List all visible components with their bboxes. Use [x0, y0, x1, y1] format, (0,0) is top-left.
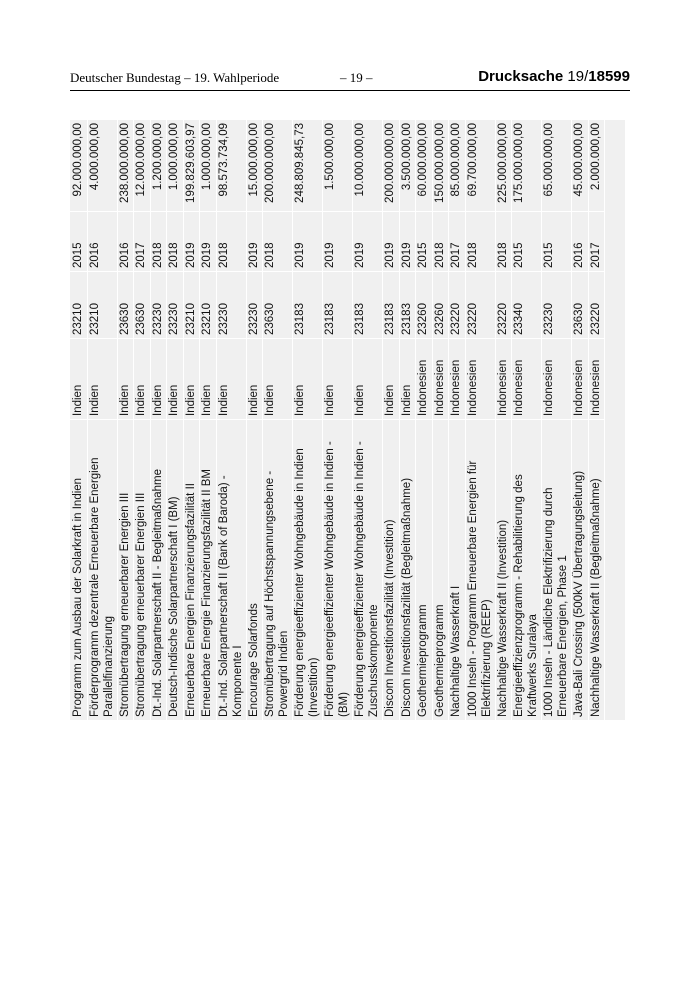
table-row [511, 120, 542, 720]
country-cell: Indien [382, 339, 399, 420]
sector-code-cell: 23230 [166, 272, 183, 339]
table-row [352, 120, 383, 720]
country-cell: Indien [246, 339, 263, 420]
header-publication: Deutscher Bundestag – 19. Wahlperiode [70, 70, 280, 85]
project-description-cell: 1000 Inseln - Ländliche Elektrifizierung durch Erneuerbare Energien, Phase 1 [543, 487, 569, 717]
amount-cell: 199.829.603,97 [183, 120, 200, 212]
year-cell: 2018 [216, 212, 246, 272]
project-description-cell: Discom Investitionsfazilität (Begleitmaßnahme) [400, 477, 413, 717]
table-row [183, 120, 201, 720]
sector-code-cell: 23630 [262, 272, 292, 339]
year-cell: 2018 [262, 212, 292, 272]
sector-code-cell: 23630 [571, 272, 588, 339]
amount-cell: 98.573.734,09 [216, 120, 246, 212]
table-row [199, 120, 217, 720]
project-description-cell: Stromübertragung erneuerbarer Energien III [118, 492, 131, 717]
country-cell: Indonesien [588, 339, 605, 420]
sector-code-cell: 23183 [399, 272, 416, 339]
funding-table-container [70, 120, 625, 720]
year-cell: 2019 [246, 212, 263, 272]
year-cell: 2019 [352, 212, 382, 272]
project-description-cell: Stromübertragung auf Höchstspannungsebene - Powergrid Indien [264, 470, 290, 717]
country-cell: Indonesien [415, 339, 432, 420]
table-row [117, 120, 135, 720]
year-cell: 2018 [432, 212, 449, 272]
country-cell: Indonesien [432, 339, 449, 420]
project-description-cell: Nachhaltige Wasserkraft II (Begleitmaßnahme) [589, 478, 602, 717]
sector-code-cell: 23220 [448, 272, 465, 339]
table-row [262, 120, 293, 720]
country-cell: Indien [150, 339, 167, 420]
country-cell: Indien [117, 339, 134, 420]
table-row [87, 120, 118, 720]
document-number-period: 19/ [567, 68, 589, 85]
sector-code-cell: 23230 [150, 272, 167, 339]
amount-cell: 1.000.000,00 [166, 120, 183, 212]
country-cell: Indien [216, 339, 246, 420]
sector-code-cell: 23230 [246, 272, 263, 339]
sector-code-cell: 23210 [70, 272, 87, 339]
year-cell: 2019 [292, 212, 322, 272]
country-cell: Indonesien [511, 339, 541, 420]
sector-code-cell: 23183 [292, 272, 322, 339]
year-cell: 2017 [133, 212, 150, 272]
country-cell: Indien [262, 339, 292, 420]
amount-cell: 69.700.000,00 [465, 120, 495, 212]
amount-cell: 200.000.000,00 [382, 120, 399, 212]
amount-cell: 4.000.000,00 [87, 120, 117, 212]
table-row [571, 120, 589, 720]
page-header [70, 62, 630, 91]
sector-code-cell: 23210 [87, 272, 117, 339]
year-cell: 2018 [150, 212, 167, 272]
country-cell: Indien [183, 339, 200, 420]
page-number: – 19 – [340, 70, 373, 85]
project-description-cell: Programm zum Ausbau der Solarkraft in Indien [72, 477, 84, 717]
table-row [399, 120, 417, 720]
sector-code-cell: 23340 [511, 272, 541, 339]
project-description-cell: Geothermieprogramm [417, 604, 429, 717]
sector-code-cell: 23220 [465, 272, 495, 339]
table-row [465, 120, 496, 720]
project-description-cell: Stromübertragung erneuerbarer Energien III [135, 492, 147, 717]
table-row [382, 120, 400, 720]
table-row [166, 120, 184, 720]
country-cell: Indien [87, 339, 117, 420]
project-description-cell: Förderung energieeffizienter Wohngebäude in Indien (Investition) [294, 448, 320, 717]
table-row [495, 120, 513, 720]
sector-code-cell: 23183 [352, 272, 382, 339]
amount-cell: 3.500.000,00 [399, 120, 416, 212]
amount-cell: 15.000.000,00 [246, 120, 263, 212]
year-cell: 2019 [399, 212, 416, 272]
country-cell: Indien [133, 339, 150, 420]
table-row [415, 120, 433, 720]
table-row [133, 120, 151, 720]
project-description-cell: Discom Investitionsfazilität (Investition) [384, 519, 396, 717]
country-cell: Indonesien [541, 339, 571, 420]
sector-code-cell: 23230 [216, 272, 246, 339]
amount-cell: 2.000.000,00 [588, 120, 605, 212]
year-cell: 2019 [199, 212, 216, 272]
country-cell: Indonesien [465, 339, 495, 420]
country-cell: Indonesien [495, 339, 512, 420]
year-cell: 2017 [448, 212, 465, 272]
year-cell: 2019 [382, 212, 399, 272]
amount-cell: 92.000.000,00 [70, 120, 87, 212]
project-description-cell: Geothermieprogramm [433, 604, 446, 717]
project-description-cell: Energieeffizienzprogramm - Rehabilitierung des Kraftwerks Suralaya [513, 474, 539, 717]
country-cell: Indien [399, 339, 416, 420]
project-description-cell: Erneuerbare Energie Finanzierungsfazilität II BM [201, 468, 213, 717]
sector-code-cell: 23183 [382, 272, 399, 339]
sector-code-cell: 23210 [199, 272, 216, 339]
project-description-cell: Encourage Solarfonds [247, 603, 260, 717]
sector-code-cell: 23260 [432, 272, 449, 339]
country-cell: Indien [352, 339, 382, 420]
year-cell: 2016 [571, 212, 588, 272]
table-row [292, 120, 323, 720]
funding-table [70, 120, 625, 720]
amount-cell: 45.000.000,00 [571, 120, 588, 212]
country-cell: Indien [292, 339, 322, 420]
year-cell: 2018 [166, 212, 183, 272]
project-description-cell: Nachhaltige Wasserkraft II (Investition) [496, 519, 509, 717]
amount-cell: 175.000.000,00 [511, 120, 541, 212]
sector-code-cell: 23630 [133, 272, 150, 339]
project-description-cell: Förderung energieeffizienter Wohngebäude in Indien - Zuschusskomponente [354, 441, 380, 717]
project-description-cell: Erneuerbare Energien Finanzierungsfazilität II [184, 483, 197, 717]
amount-cell: 150.000.000,00 [432, 120, 449, 212]
document-number-prefix: Drucksache [478, 68, 568, 85]
country-cell: Indien [166, 339, 183, 420]
year-cell: 2015 [541, 212, 571, 272]
year-cell: 2015 [415, 212, 432, 272]
project-description-cell: Dt.-Ind. Solarpartnerschaft II (Bank of Baroda) - Komponente I [217, 475, 244, 717]
table-row [246, 120, 264, 720]
amount-cell: 60.000.000,00 [415, 120, 432, 212]
year-cell: 2018 [495, 212, 512, 272]
project-description-cell: Deutsch-Indische Solarpartnerschaft I (BM) [168, 496, 180, 717]
project-description-cell: Nachhaltige Wasserkraft I [450, 585, 462, 717]
table-row [150, 120, 168, 720]
table-row [588, 120, 606, 720]
amount-cell: 238.000.000,00 [117, 120, 134, 212]
amount-cell: 248.809.845,73 [292, 120, 322, 212]
amount-cell: 1.000.000,00 [199, 120, 216, 212]
year-cell: 2019 [322, 212, 352, 272]
project-description-cell: Dt.-Ind. Solarpartnerschaft II - Begleitmaßnahme [151, 469, 164, 717]
sector-code-cell: 23230 [541, 272, 571, 339]
year-cell: 2017 [588, 212, 605, 272]
document-number [478, 68, 630, 85]
project-description-cell: 1000 Inseln - Programm Erneuerbare Energien für Elektrifizierung (REEP) [466, 460, 493, 717]
year-cell: 2016 [117, 212, 134, 272]
document-number-id: 18599 [588, 68, 630, 85]
country-cell: Indien [322, 339, 352, 420]
amount-cell: 1.200.000,00 [150, 120, 167, 212]
table-row [432, 120, 450, 720]
amount-cell: 10.000.000,00 [352, 120, 382, 212]
country-cell: Indonesien [571, 339, 588, 420]
year-cell: 2015 [511, 212, 541, 272]
table-row [322, 120, 353, 720]
country-cell: Indien [199, 339, 216, 420]
sector-code-cell: 23630 [117, 272, 134, 339]
table-row [70, 120, 88, 720]
project-description-cell: Förderung energieeffizienter Wohngebäude in Indien - (BM) [324, 441, 350, 717]
sector-code-cell: 23183 [322, 272, 352, 339]
year-cell: 2016 [87, 212, 117, 272]
amount-cell: 12.000.000,00 [133, 120, 150, 212]
project-description-cell: Förderprogramm dezentrale Erneuerbare Energien Parallelfinanzierung [88, 457, 115, 717]
project-description-cell: Java-Bali Crossing (500kV Übertragungsleitung) [573, 470, 585, 717]
amount-cell: 85.000.000,00 [448, 120, 465, 212]
country-cell: Indonesien [448, 339, 465, 420]
sector-code-cell: 23260 [415, 272, 432, 339]
amount-cell: 65.000.000,00 [541, 120, 571, 212]
table-row [541, 120, 572, 720]
year-cell: 2019 [183, 212, 200, 272]
table-row [448, 120, 466, 720]
year-cell: 2018 [465, 212, 495, 272]
amount-cell: 225.000.000,00 [495, 120, 512, 212]
amount-cell: 1.500.000,00 [322, 120, 352, 212]
sector-code-cell: 23210 [183, 272, 200, 339]
sector-code-cell: 23220 [495, 272, 512, 339]
year-cell: 2015 [70, 212, 87, 272]
country-cell: Indien [70, 339, 87, 420]
sector-code-cell: 23220 [588, 272, 605, 339]
amount-cell: 200.000.000,00 [262, 120, 292, 212]
table-row [216, 120, 247, 720]
